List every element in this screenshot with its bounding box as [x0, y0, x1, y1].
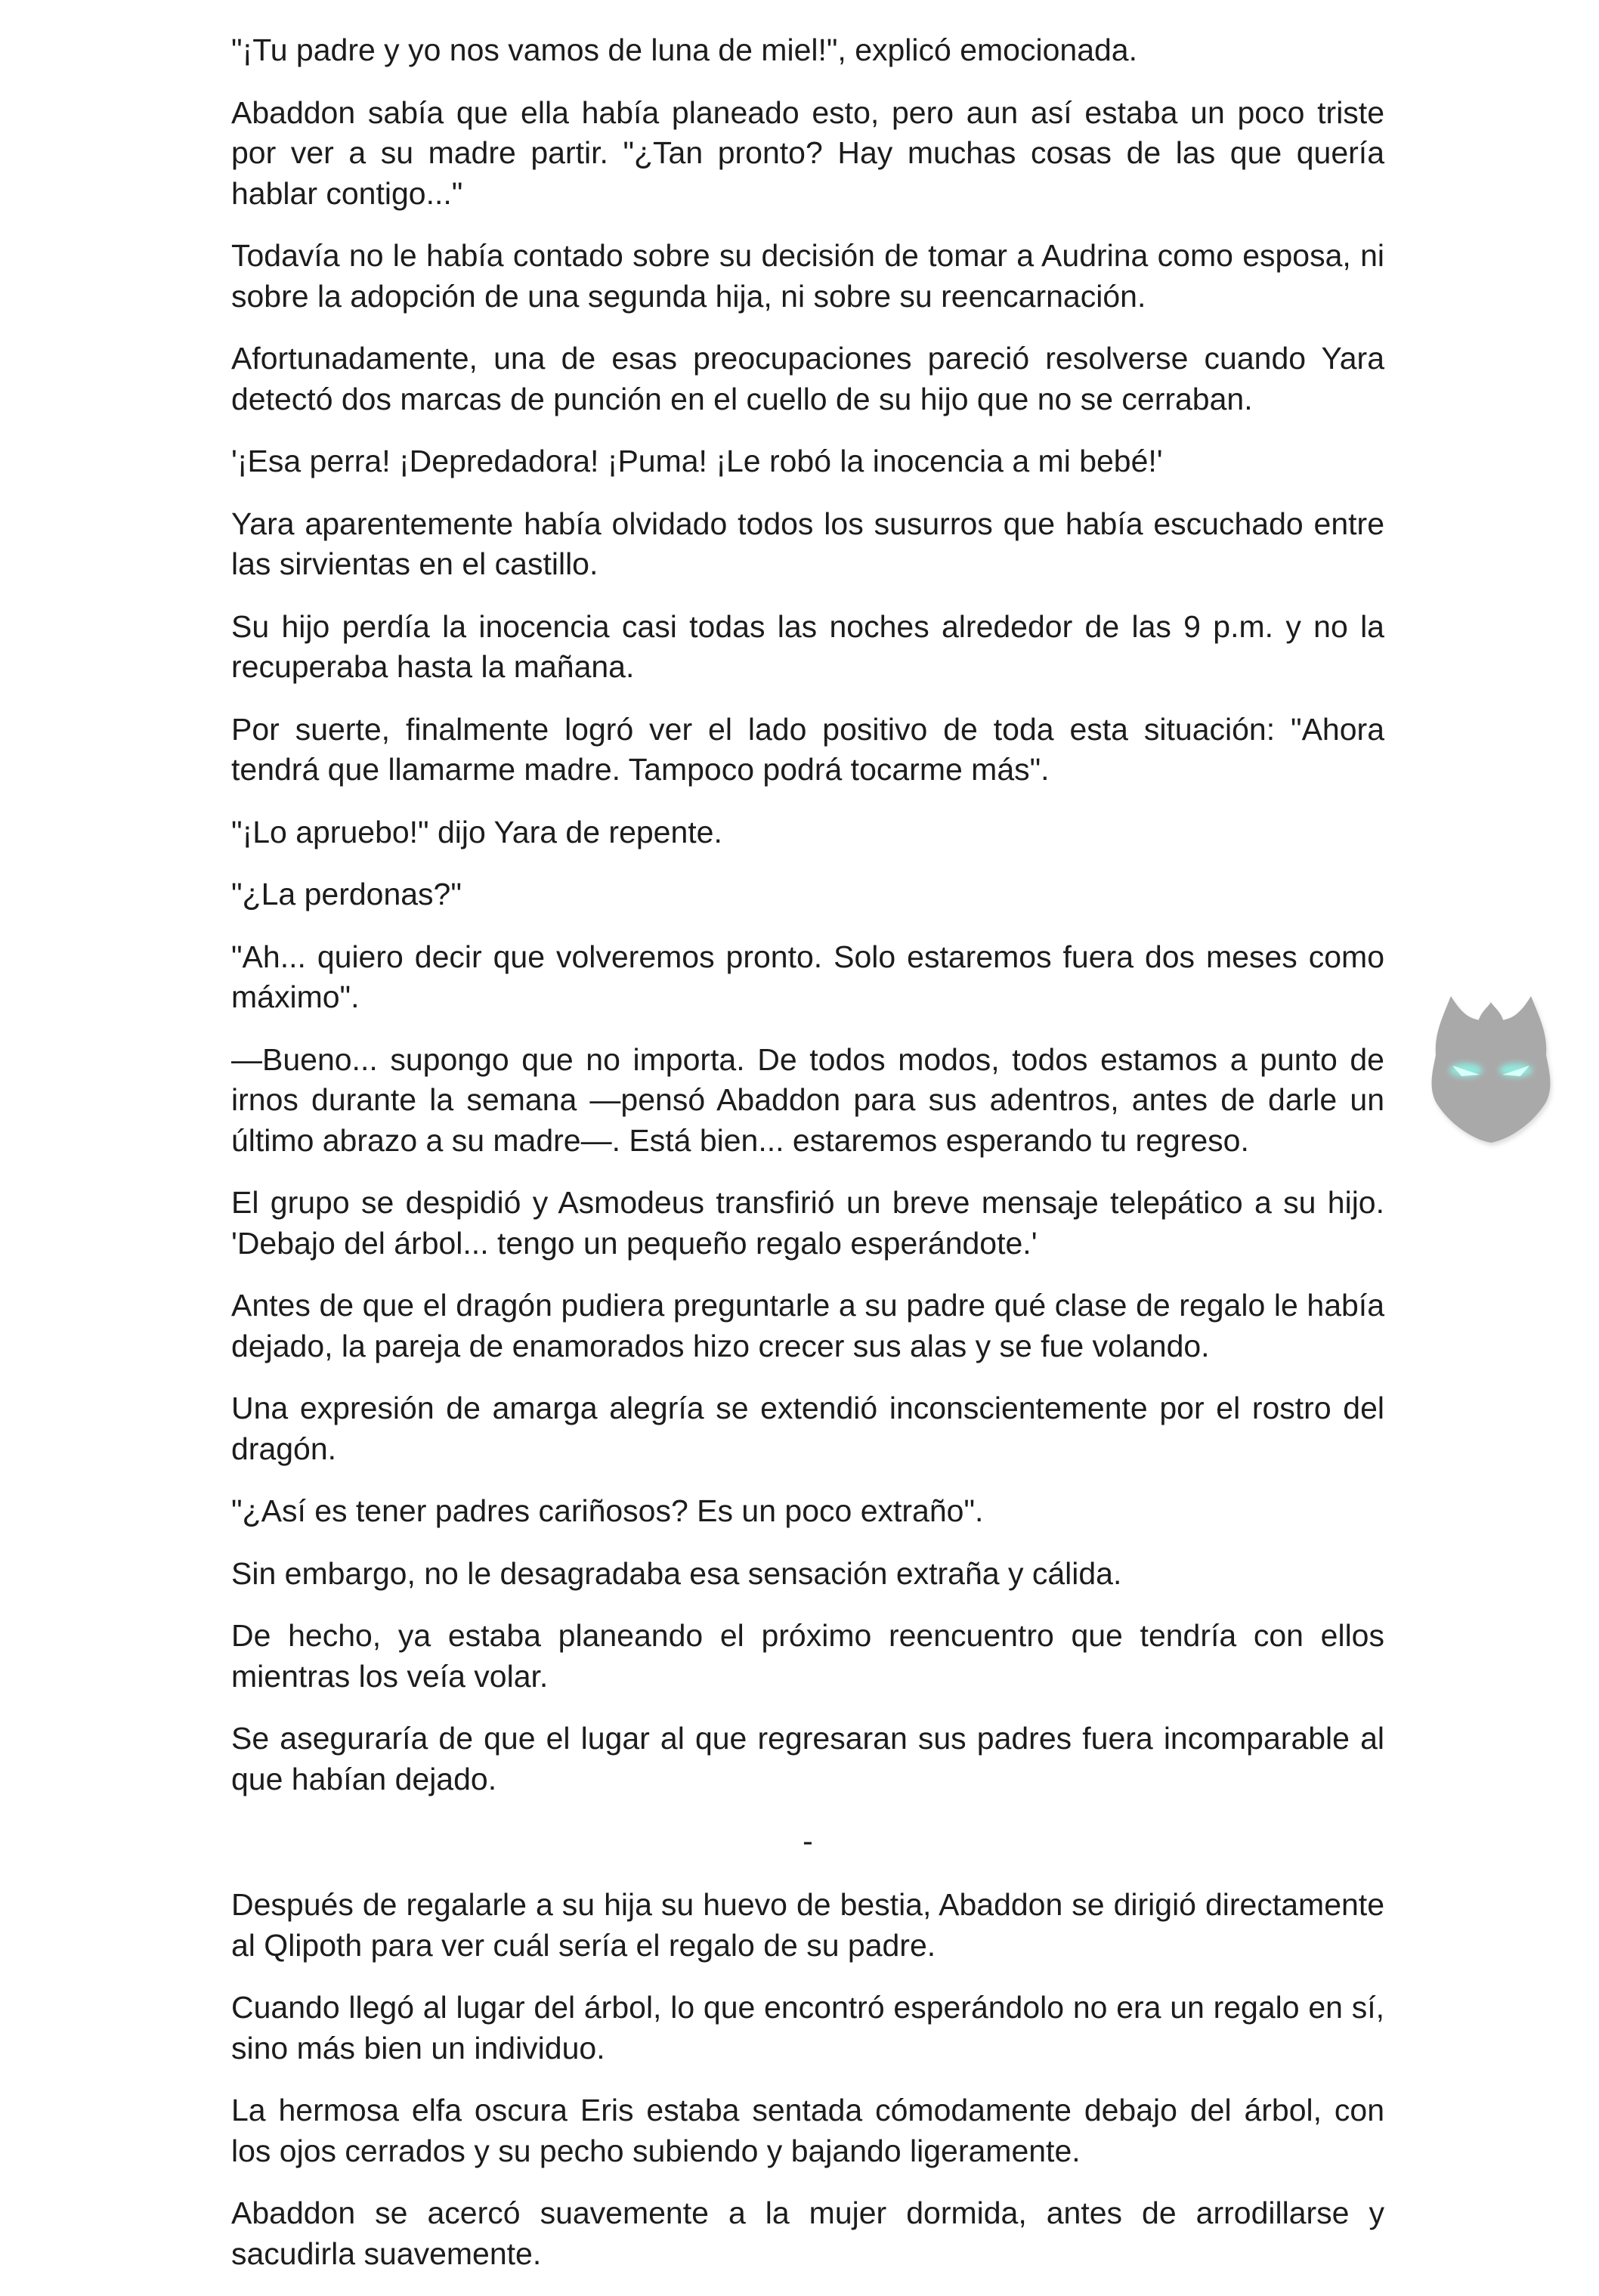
- paragraph: De hecho, ya estaba planeando el próximo reencuentro que tendría con ellos mientras los veía volar.: [231, 1618, 1384, 1694]
- paragraph: Antes de que el dragón pudiera preguntarle a su padre qué clase de regalo le había dejado, la pareja de enamorados hizo crecer sus alas y se fue volando.: [231, 1288, 1384, 1363]
- paragraph: '¡Esa perra! ¡Depredadora! ¡Puma! ¡Le robó la inocencia a mi bebé!': [231, 444, 1163, 478]
- text-column: [231, 30, 1384, 2296]
- paragraph: Todavía no le había contado sobre su decisión de tomar a Audrina como esposa, ni sobre la adopción de una segunda hija, ni sobre su reencarnación.: [231, 238, 1384, 314]
- paragraph: Su hijo perdía la inocencia casi todas las noches alrededor de las 9 p.m. y no la recuperaba hasta la mañana.: [231, 608, 1384, 684]
- paragraph: —Bueno... supongo que no importa. De todos modos, todos estamos a punto de irnos durante la semana —pensó Abaddon para sus adentros, antes de darle un último abrazo a su madre—. Está bien... estaremos esperando tu regreso.: [231, 1041, 1384, 1158]
- paragraph: Cuando llegó al lugar del árbol, lo que encontró esperándolo no era un regalo en sí, sino más bien un individuo.: [231, 1990, 1384, 2065]
- paragraph: Por suerte, finalmente logró ver el lado positivo de toda esta situación: "Ahora tendrá que llamarme madre. Tampoco podrá tocarme más".: [231, 711, 1384, 787]
- paragraph: Yara aparentemente había olvidado todos los susurros que había escuchado entre las sirvientas en el castillo.: [231, 506, 1384, 581]
- paragraph: Afortunadamente, una de esas preocupaciones pareció resolverse cuando Yara detectó dos marcas de punción en el cuello de su hijo que no se cerraban.: [231, 341, 1384, 416]
- paragraph: "¿Así es tener padres cariñosos? Es un poco extraño".: [231, 1493, 984, 1528]
- paragraph: "Ah... quiero decir que volveremos pronto. Solo estaremos fuera dos meses como máximo".: [231, 939, 1384, 1014]
- section-separator: -: [803, 1824, 813, 1858]
- demon-head-icon: [1419, 981, 1563, 1152]
- paragraph: Después de regalarle a su hija su huevo de bestia, Abaddon se dirigió directamente al Qlipoth para ver cuál sería el regalo de su padre.: [231, 1887, 1384, 1963]
- paragraph: Sin embargo, no le desagradaba esa sensación extraña y cálida.: [231, 1555, 1122, 1591]
- paragraph: Se aseguraría de que el lugar al que regresaran sus padres fuera incomparable al que habían dejado.: [231, 1721, 1384, 1796]
- paragraph: Una expresión de amarga alegría se extendió inconscientemente por el rostro del dragón.: [231, 1391, 1384, 1466]
- paragraph: "¡Tu padre y yo nos vamos de luna de miel!", explicó emocionada.: [231, 32, 1137, 67]
- paragraph: Abaddon se acercó suavemente a la mujer dormida, antes de arrodillarse y sacudirla suavemente.: [231, 2195, 1384, 2271]
- paragraph: El grupo se despidió y Asmodeus transfirió un breve mensaje telepático a su hijo. 'Debajo del árbol... tengo un pequeño regalo esperándote.': [231, 1185, 1384, 1261]
- paragraph: Abaddon sabía que ella había planeado esto, pero aun así estaba un poco triste por ver a su madre partir. "¿Tan pronto? Hay muchas cosas de las que quería hablar contigo...": [231, 94, 1384, 211]
- paragraph: "¿La perdonas?": [231, 877, 462, 911]
- paragraph: La hermosa elfa oscura Eris estaba sentada cómodamente debajo del árbol, con los ojos cerrados y su pecho subiendo y bajando ligeramente.: [231, 2093, 1384, 2168]
- paragraph: "¡Lo apruebo!" dijo Yara de repente.: [231, 814, 722, 849]
